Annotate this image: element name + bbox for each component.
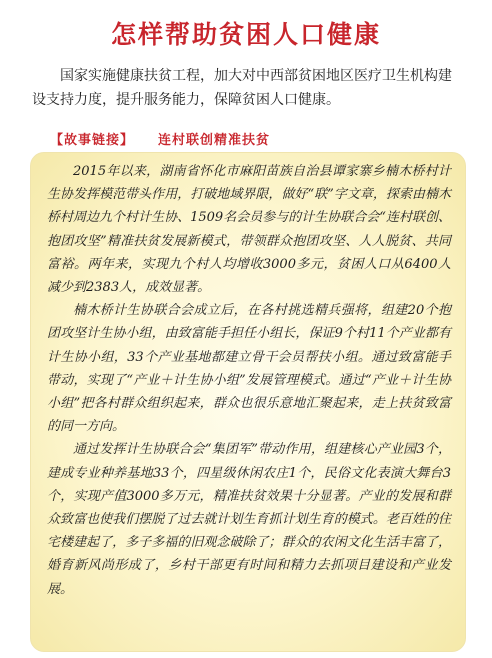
story-paragraph-3: 通过发挥计生协联合会“集团军”带动作用，组建核心产业园3个，建成专业种养基地33个，四星级休闲农庄1个，民俗文化表演大舞台3个，实现产值3000多万元，精准扶贫效果十分显著。产业的发展和群众致富也使我们摆脱了过去就计划生育抓计划生育的模式。老百姓的住宅楼建起了，多子多福的旧观念破除了；群众的农闲文化生活丰富了，婚育新风尚形成了，乡村干部更有时间和精力去抓项目建设和产业发展。 (47, 442, 451, 597)
story-link-header (50, 128, 270, 148)
story-title: 连村联创精准扶贫 (158, 132, 271, 148)
intro-paragraph: 国家实施健康扶贫工程，加大对中西部贫困地区医疗卫生机构建设支持力度，提升服务能力，保障贫困人口健康。 (32, 68, 452, 108)
story-paragraph-2: 楠木桥计生协联合会成立后，在各村挑选精兵强将，组建20个抱团攻坚计生协小组，由致富能手担任小组长，保证9个村11个产业都有计生协小组，33个产业基地都建立骨干会员帮扶小组。通过致富能手带动，实现了“产业＋计生协小组”发展管理模式。通过“产业＋计生协小组”把各村群众组织起来，群众也很乐意地汇聚起来，走上扶贫致富的同一方向。 (47, 303, 451, 435)
story-box (30, 152, 466, 652)
page-title: 怎样帮助贫困人口健康 (110, 20, 381, 49)
story-link-tag: 【故事链接】 (50, 132, 135, 148)
story-paragraph-1: 2015年以来，湖南省怀化市麻阳苗族自治县谭家寨乡楠木桥村计生协发挥模范带头作用，打破地域界限，做好“联”字文章，探索由楠木桥村周边九个村计生协、1509名会员参与的计生协联合会“连村联创、抱团攻坚”精准扶贫发展新模式，带领群众抱团攻坚、人人脱贫、共同富裕。两年来，实现九个村人均增收3000多元，贫困人口从6400人减少到2383人，成效显著。 (47, 164, 451, 296)
